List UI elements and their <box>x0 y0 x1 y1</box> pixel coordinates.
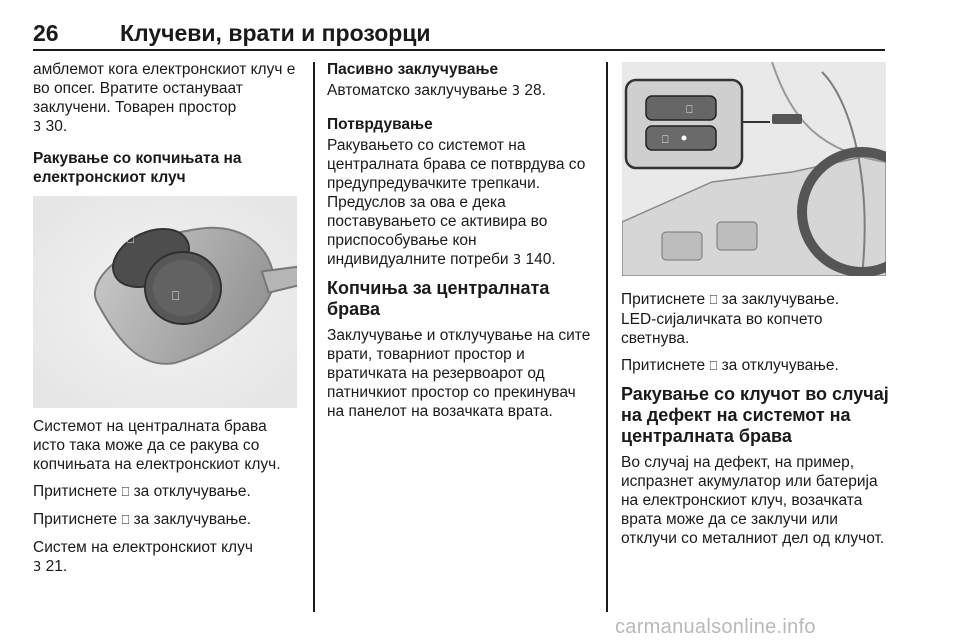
lock-icon: ⎕ <box>121 513 130 528</box>
column-2 <box>327 60 595 429</box>
reference-arrow-icon: 3 <box>33 560 42 575</box>
door-lock-switch-illustration <box>622 62 886 276</box>
page-reference[interactable]: 28. <box>524 82 546 99</box>
column-3 <box>621 290 889 556</box>
key-fob-illustration <box>33 196 297 408</box>
svg-text:⎕: ⎕ <box>127 232 135 246</box>
subheading-confirmation: Потврдување <box>327 116 433 133</box>
reference-arrow-icon: 3 <box>33 120 42 135</box>
column-divider <box>313 62 315 612</box>
intro-paragraph: амблемот кога електронскиот клуч е во опсег. Вратите остануваат заклучени. Товарен простор 3 30. <box>33 61 296 135</box>
watermark: carmanualsonline.info <box>615 616 816 638</box>
press-unlock-line: Притиснете ⎕ за отклучување. <box>621 357 839 374</box>
page-title: Клучеви, врати и прозорци <box>120 20 431 46</box>
unlock-icon: ⎕ <box>709 359 718 374</box>
page-reference[interactable]: 21. <box>45 558 68 575</box>
press-lock-line: Притиснете ⎕ за заклучување. <box>33 511 252 528</box>
page-reference[interactable]: 140. <box>525 251 556 268</box>
auto-locking-line: Автоматско заклучување 3 28. <box>327 82 546 99</box>
page-number: 26 <box>33 20 59 46</box>
svg-text:⎕: ⎕ <box>662 133 669 146</box>
paragraph: Во случај на дефект, на пример, испразнет акумулатор или батерија на електронскиот клуч, возачката врата може да се заклучи или отклучи со металниот дел од клучот. <box>621 454 885 547</box>
column-divider <box>606 62 608 612</box>
header-rule <box>33 49 885 51</box>
paragraph: Системот на централната брава исто така може да се ракува со копчињата на електронскиот клуч. <box>33 418 281 473</box>
lock-icon: ⎕ <box>709 293 718 308</box>
page-header <box>33 20 885 50</box>
reference-arrow-icon: 3 <box>511 84 521 99</box>
confirmation-paragraph: Ракувањето со системот на централната брава се потврдува со предупредувачките трепкачи. Предуслов за ова е дека поставувањето се активира во приспособување кон индивидуалните потреби 3 140. <box>327 137 586 268</box>
section-heading: Ракување со клучот во случај на дефект на системот на централната брава <box>621 384 889 446</box>
reference-arrow-icon: 3 <box>512 253 522 268</box>
unlock-icon: ⎕ <box>121 485 130 500</box>
section-heading: Копчиња за централната брава <box>327 278 550 319</box>
paragraph: Заклучување и отклучување на сите врати, товарниот простор и вратичката на резервоарот од патничкиот простор со прекинувач на панелот на возачката врата. <box>327 327 591 420</box>
subheading-passive-locking: Пасивно заклучување <box>327 61 499 78</box>
press-unlock-line: Притиснете ⎕ за отклучување. <box>33 483 251 500</box>
see-also: Систем на електронскиот клуч 3 21. <box>33 539 253 575</box>
subheading: Ракување со копчињата на електронскиот клуч <box>33 150 242 186</box>
svg-text:⎕: ⎕ <box>686 103 693 116</box>
page-reference[interactable]: 30. <box>45 118 68 135</box>
svg-text:⎕: ⎕ <box>172 289 180 303</box>
press-lock-line: Притиснете ⎕ за заклучување. LED-сијаличката во копчето светнува. <box>621 291 840 347</box>
